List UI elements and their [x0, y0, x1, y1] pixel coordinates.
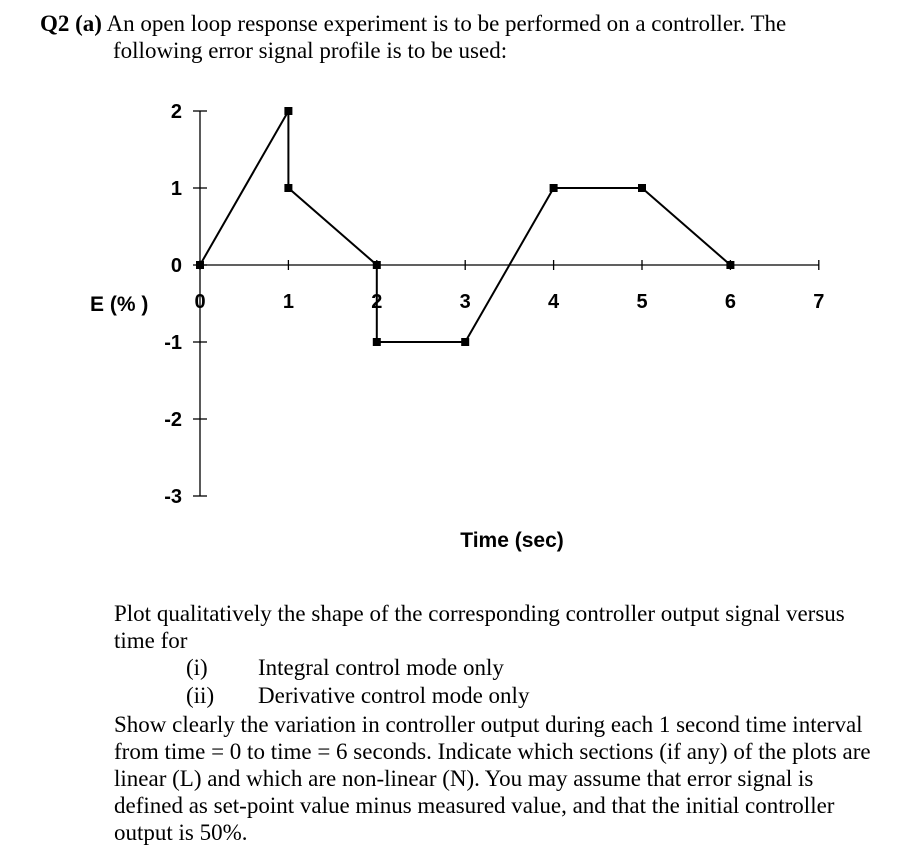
data-point — [373, 261, 381, 269]
list-item — [186, 654, 529, 682]
list-item-label: Derivative control mode only — [258, 683, 530, 708]
y-tick-label: -3 — [164, 486, 182, 508]
list-item-label: Integral control mode only — [258, 655, 504, 680]
data-point — [638, 184, 646, 192]
data-point — [284, 184, 292, 192]
y-tick-label: 2 — [170, 101, 182, 123]
x-tick-label: 2 — [371, 291, 383, 313]
instruction-paragraph-1: Plot qualitatively the shape of the corresponding controller output signal versus time for — [114, 601, 845, 653]
list-item-number: (ii) — [186, 683, 215, 708]
x-tick-label: 3 — [459, 291, 471, 313]
x-tick-label: 7 — [813, 291, 825, 313]
y-tick-label: 0 — [170, 255, 182, 277]
data-point — [550, 184, 558, 192]
data-point — [284, 107, 292, 115]
data-point — [461, 338, 469, 346]
x-tick-label: 0 — [194, 291, 206, 313]
list-item — [186, 682, 529, 710]
mode-list — [186, 654, 529, 710]
question-number: Q2 (a) — [40, 11, 102, 36]
x-tick-label: 5 — [636, 291, 648, 313]
instruction-paragraph-2: Show clearly the variation in controller output during each 1 second time interval from time = 0 to time = 6 seconds. Indicate which sections (if any) of the plots are linear (L) and which are non-linear (N). You may assume that error signal is defined as set-point value minus measured value, and that the initial controller output is 50%. — [114, 712, 871, 845]
question-intro-line2: following error signal profile is to be used: — [113, 38, 508, 63]
data-point — [196, 261, 204, 269]
x-tick-label: 4 — [548, 291, 560, 313]
x-tick-label: 6 — [724, 291, 736, 313]
y-tick-label: 1 — [170, 178, 182, 200]
question-intro-line1: An open loop response experiment is to be performed on a controller. The — [106, 11, 787, 36]
y-axis-title: E (% ) — [90, 293, 149, 316]
y-tick-label: -1 — [164, 332, 182, 354]
data-point — [373, 338, 381, 346]
list-item-number: (i) — [186, 655, 208, 680]
y-tick-label: -2 — [164, 409, 182, 431]
x-tick-label: 1 — [282, 291, 294, 313]
data-point — [726, 261, 734, 269]
x-axis-title: Time (sec) — [460, 529, 564, 552]
